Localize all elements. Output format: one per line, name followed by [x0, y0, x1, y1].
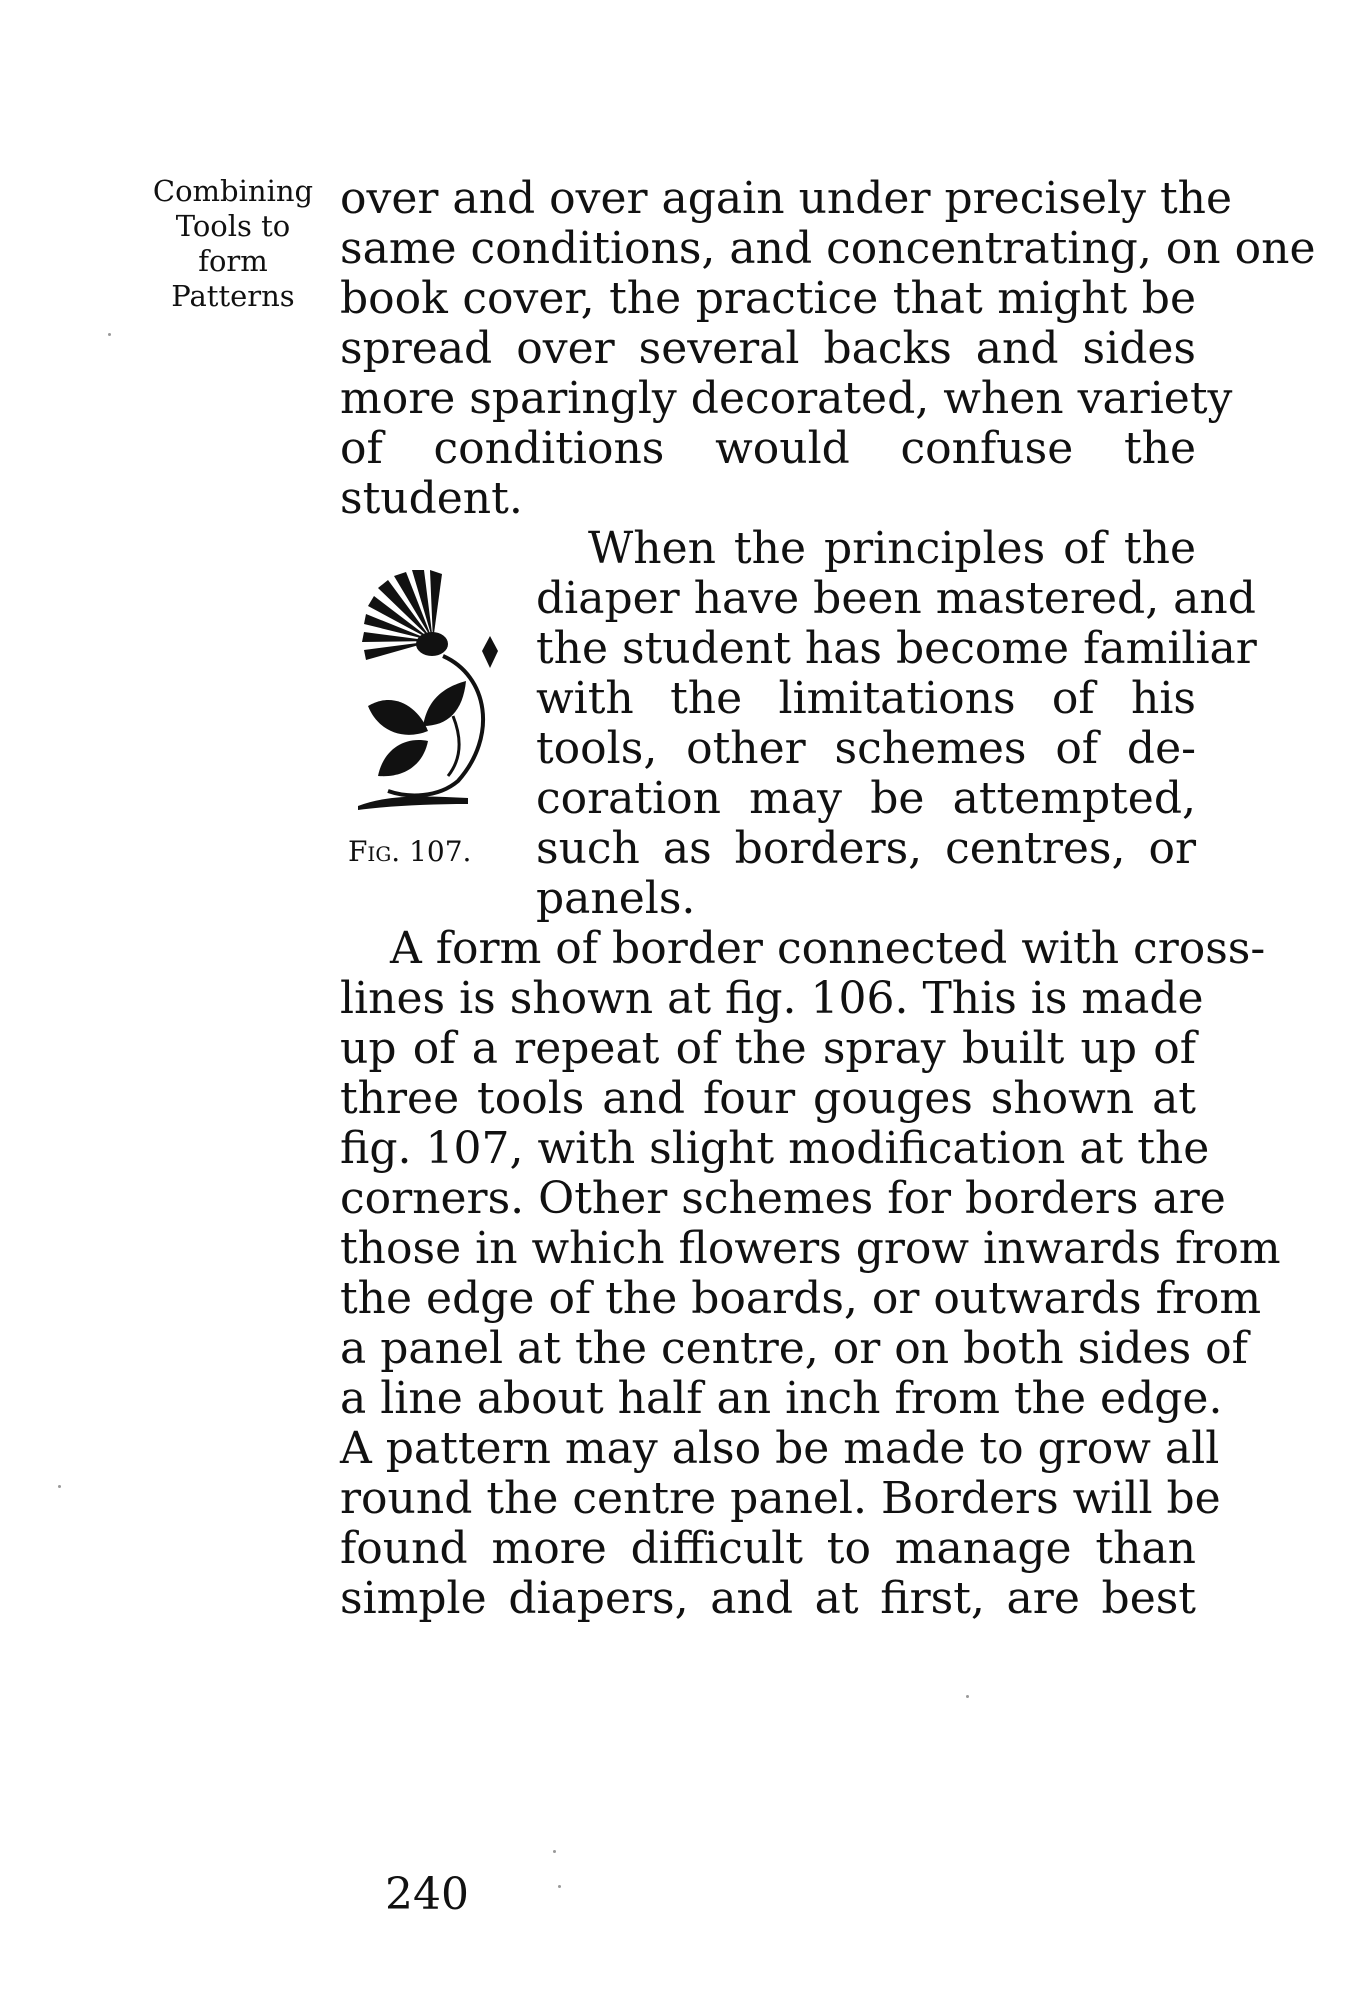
marginal-note-line: Patterns [171, 279, 295, 313]
text-line: a panel at the centre, or on both sides of [340, 1323, 1248, 1374]
marginal-note-line: Combining [152, 174, 314, 208]
text-line: same conditions, and concentrating, on one [340, 223, 1316, 274]
text-line: panels. [536, 873, 696, 924]
text-line: When the principles of the [588, 523, 1196, 574]
text-line: student. [340, 473, 523, 524]
text-line: over and over again under precisely the [340, 173, 1233, 224]
text-line: corners. Other schemes for borders are [340, 1173, 1226, 1224]
text-line: spread over several backs and sides [340, 323, 1196, 374]
text-line: round the centre panel. Borders will be [340, 1473, 1221, 1524]
text-line: tools, other schemes of de- [536, 723, 1196, 774]
text-line: the student has become familiar [536, 623, 1257, 674]
text-line: found more difficult to manage than [340, 1523, 1196, 1574]
text-line: three tools and four gouges shown at [340, 1073, 1196, 1124]
text-line: fig. 107, with slight modification at the [340, 1123, 1210, 1174]
text-line: diaper have been mastered, and [536, 573, 1256, 624]
text-line: of conditions would confuse the [340, 423, 1196, 474]
text-line: with the limitations of his [536, 673, 1196, 724]
text-line: simple diapers, and at first, are best [340, 1573, 1196, 1624]
text-line: a line about half an inch from the edge. [340, 1373, 1223, 1424]
page-number: 240 [385, 1869, 469, 1920]
marginal-note-line: form [198, 244, 268, 278]
text-line: lines is shown at fig. 106. This is made [340, 973, 1204, 1024]
text-line: more sparingly decorated, when variety [340, 373, 1233, 424]
text-line: A pattern may also be made to grow all [340, 1423, 1220, 1474]
text-line: such as borders, centres, or [536, 823, 1196, 874]
text-line: book cover, the practice that might be [340, 273, 1196, 324]
text-line: up of a repeat of the spray built up of [340, 1023, 1196, 1074]
marginal-note-line: Tools to [175, 209, 291, 243]
marginal-note [138, 174, 328, 314]
figure-caption: Fig. 107. [348, 835, 472, 868]
text-line: the edge of the boards, or outwards from [340, 1273, 1262, 1324]
text-line: coration may be attempted, [536, 773, 1196, 824]
text-line: those in which flowers grow inwards from [340, 1223, 1281, 1274]
flower-spray-icon [348, 566, 518, 816]
text-line: A form of border connected with cross- [390, 923, 1266, 974]
